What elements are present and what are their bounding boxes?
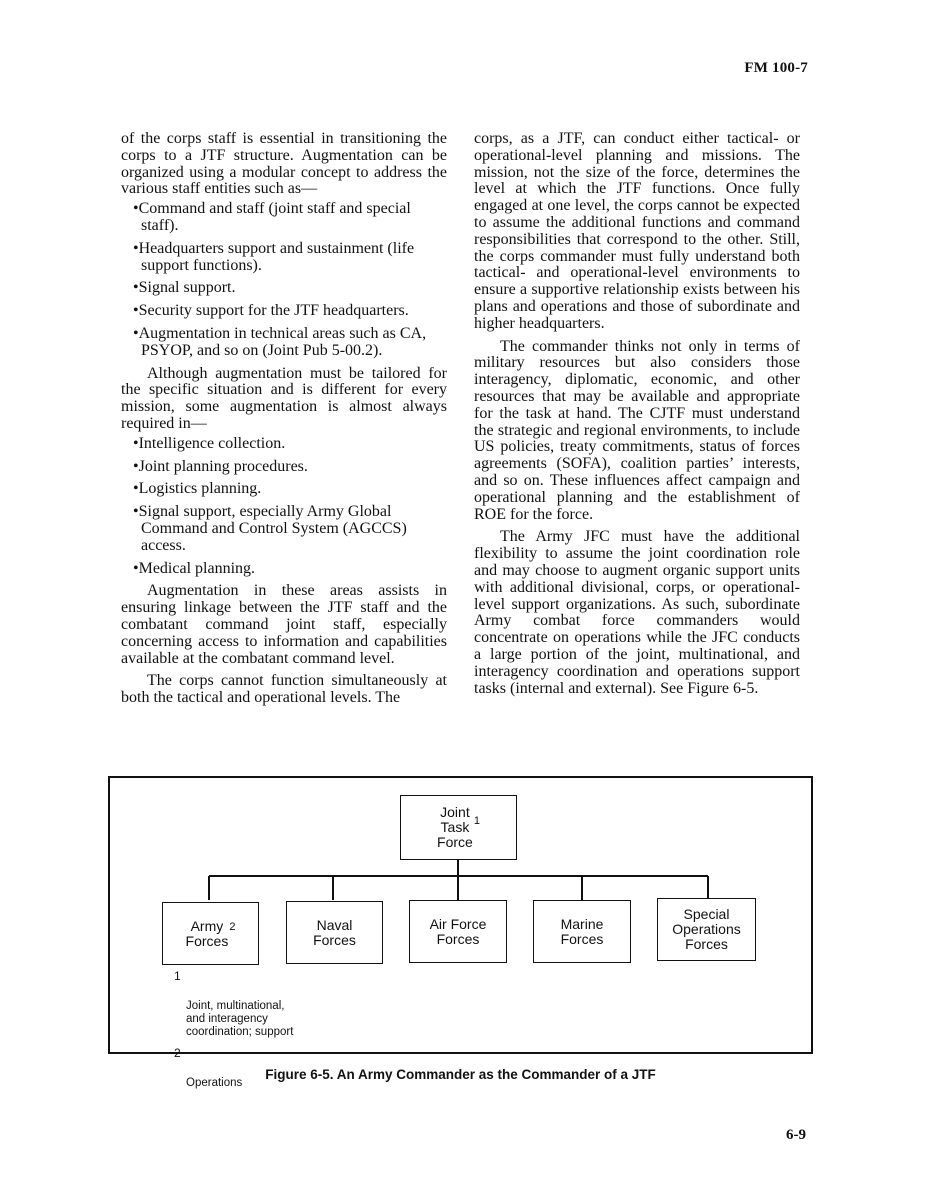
page-number: 6-9 (786, 1127, 806, 1143)
marine-forces-node (533, 900, 631, 963)
node-label: Marine Forces (560, 915, 604, 947)
list-item: •Intelligence collection. (133, 434, 286, 452)
paragraph: Although augmentation must be tailored for the specific situation and is different for every mission, some augmentation is almost always required in— (121, 364, 447, 432)
list-item: •Medical planning. (133, 559, 256, 577)
node-label: Air Force Forces (429, 915, 487, 947)
footnote-number: 2 (174, 1046, 181, 1060)
air-force-forces-node (409, 900, 507, 963)
node-label: Army Forces (185, 917, 229, 949)
joint-task-force-node (400, 795, 517, 860)
document-id: FM 100-7 (744, 60, 808, 76)
list-item: •Signal support, especially Army Global Command and Control System (AGCCS) access. (133, 503, 407, 554)
paragraph: The corps cannot function simultaneously at both the tactical and operational levels. The (121, 672, 447, 707)
paragraph: corps, as a JTF, can conduct either tactical- or operational-level planning and missions. The mission, not the size of the force, determines the level at which the JTF functions. Once fully engaged at one level, the corps cannot be expected to assume the additional functions and command responsibilities that correspond to the other. Still, the corps commander must fully understand both tactical- and operational-level environments to ensure a supportive relationship exists between his plans and operations and those of subordinate and higher headquarters. (474, 130, 800, 332)
bullet-list (121, 436, 447, 578)
list-item: •Signal support. (133, 279, 236, 297)
list-item: •Logistics planning. (133, 480, 262, 498)
footnote-number: 1 (174, 969, 181, 983)
node-label: Special Operations Forces (672, 906, 741, 952)
footnote-text: Joint, multinational, and interagency coordination; support (186, 1000, 294, 1038)
army-forces-node (162, 902, 259, 965)
node-label: Naval Forces (313, 916, 356, 948)
bullet-list (121, 201, 447, 359)
paragraph: The Army JFC must have the additional flexibility to assume the joint coordination role and may choose to augment organic support units with additional divisional, corps, or operational-level support organizations. As such, subordinate Army combat force commanders would concentrate on operations while the JFC conducts a large portion of the joint, multinational, and interagency coordination and operations support tasks (internal and external). See Figure 6-5. (474, 528, 800, 697)
left-column (121, 131, 447, 707)
list-item: •Augmentation in technical areas such as CA, PSYOP, and so on (Joint Pub 5-00.2). (133, 324, 427, 359)
list-item: •Headquarters support and sustainment (life support functions). (133, 239, 415, 274)
paragraph: Augmentation in these areas assists in ensuring linkage between the JTF staff and the combatant command joint staff, especially concerning access to information and capabilities available at the combatant command level. (121, 582, 447, 667)
node-label: Joint Task Force (437, 804, 473, 850)
special-operations-forces-node (657, 898, 756, 961)
footnote-mark: 1 (473, 815, 480, 827)
list-item: •Joint planning procedures. (133, 457, 308, 475)
footnote (174, 969, 294, 1039)
list-item: •Command and staff (joint staff and special staff). (133, 200, 411, 234)
paragraph: of the corps staff is essential in transitioning the corps to a JTF structure. Augmentation can be organized using a modular concept to address the various staff entities such as— (121, 130, 447, 198)
naval-forces-node (286, 901, 383, 964)
footnote-text: Operations (186, 1077, 243, 1089)
figure-caption: Figure 6-5. An Army Commander as the Commander of a JTF (265, 1067, 656, 1082)
paragraph: The commander thinks not only in terms of military resources but also considers those interagency, diplomatic, economic, and other resources that may be available and appropriate for the task at hand. The CJTF must understand the strategic and regional environments, to include US policies, treaty commitments, status of forces agreements (SOFA), coalition parties’ interests, and so on. These influences affect campaign and operational planning and the establishment of ROE for the force. (474, 337, 800, 523)
list-item: •Security support for the JTF headquarters. (133, 302, 409, 320)
right-column (474, 131, 800, 697)
footnote-mark: 2 (229, 921, 236, 933)
